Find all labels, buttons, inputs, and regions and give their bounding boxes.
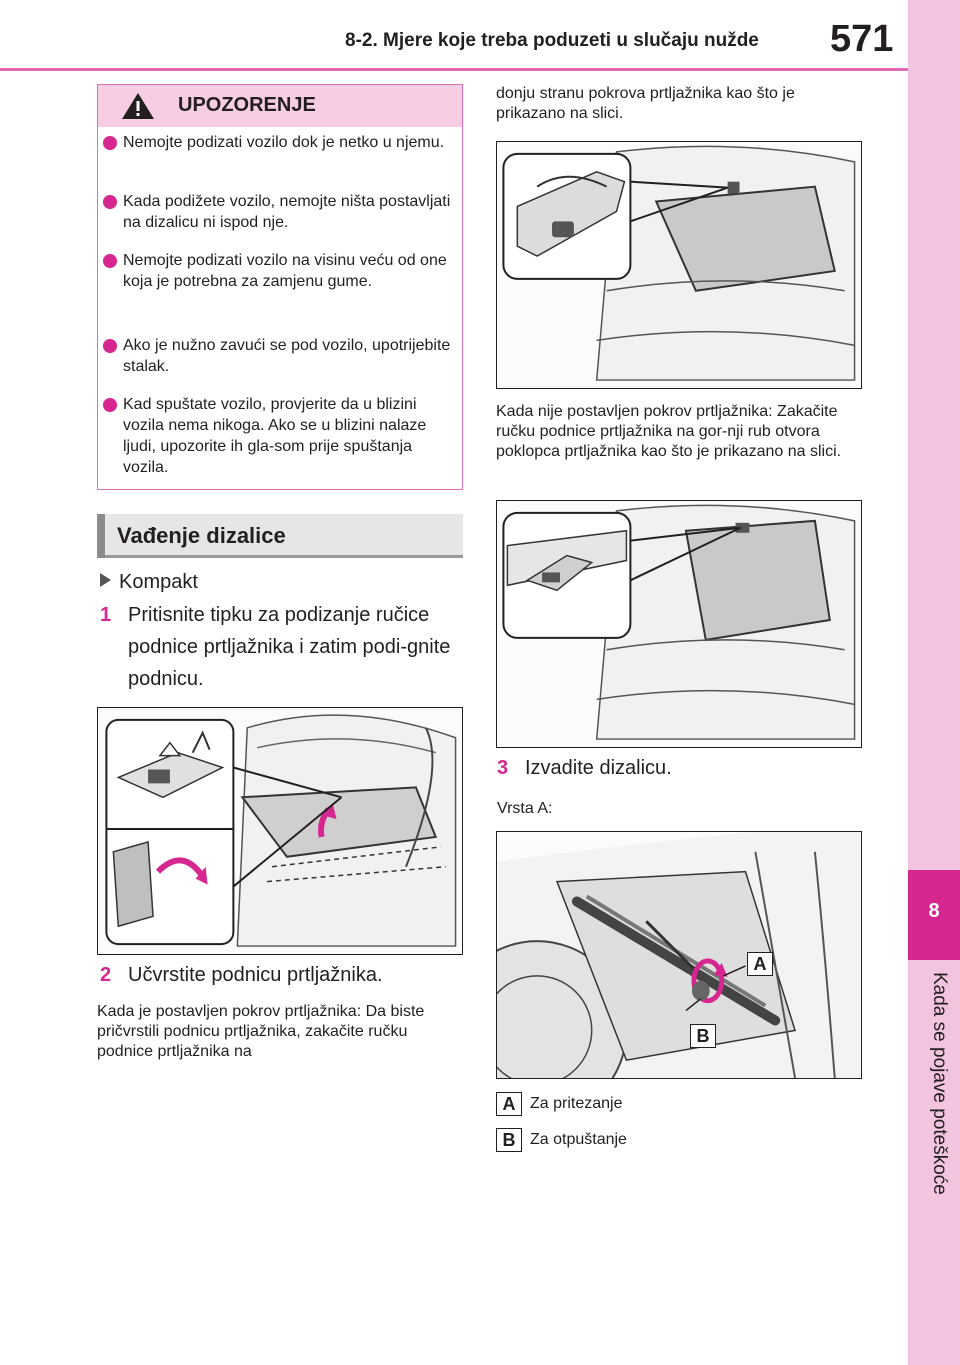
hook-opening-illustration <box>497 501 861 747</box>
step-number: 1 <box>100 604 112 626</box>
section-heading-text: Vađenje dizalice <box>117 523 286 548</box>
figure-label-a: A <box>747 952 773 976</box>
step-number: 3 <box>497 757 509 779</box>
legend-key: B <box>496 1128 522 1152</box>
type-a-label: Vrsta A: <box>497 800 553 817</box>
legend-text: Za pritezanje <box>530 1095 623 1112</box>
bullet-icon <box>103 195 117 209</box>
page-number: 571 <box>830 18 894 60</box>
warning-title: UPOZORENJE <box>178 94 316 116</box>
warning-header <box>98 85 462 127</box>
warning-item: Nemojte podizati vozilo dok je netko u njemu. <box>123 132 453 153</box>
step-text: Učvrstite podnicu prtljažnika. <box>128 964 383 986</box>
figure-hook-cover <box>496 141 862 389</box>
warning-item: Kada podižete vozilo, nemojte ništa postavljati na dizalicu ni ispod nje. <box>123 191 453 233</box>
note-with-cover-cont: donju stranu pokrova prtljažnika kao što je prikazano na slici. <box>496 85 795 122</box>
chapter-number: 8 <box>928 900 940 922</box>
step-2 <box>100 959 465 991</box>
step-text: Pritisnite tipku za podizanje ručice podnice prtljažnika i zatim podi-gnite podnicu. <box>128 604 451 690</box>
step-text: Izvadite dizalicu. <box>525 757 672 779</box>
step-number: 2 <box>100 964 112 986</box>
bullet-icon <box>103 339 117 353</box>
figure-label-b: B <box>690 1024 716 1048</box>
warning-box <box>97 84 463 490</box>
note-with-cover: Kada je postavljen pokrov prtljažnika: Da biste pričvrstili podnicu prtljažnika, zakačite ručku podnice prtljažnika na <box>97 1003 425 1060</box>
section-title: 8-2. Mjere koje treba poduzeti u slučaju nužde <box>345 30 759 51</box>
section-heading-bar <box>97 514 105 558</box>
note-without-cover: Kada nije postavljen pokrov prtljažnika: Zakačite ručku podnice prtljažnika na gor-nji rub otvora poklopca prtljažnika kao što je prikazano na slici. <box>496 403 842 460</box>
warning-item: Kad spuštate vozilo, provjerite da u blizini vozila nema nikoga. Ako se u blizini nalaze ljudi, upozorite ih gla-som prije spuštanja vozila. <box>123 394 453 478</box>
bullet-icon <box>103 136 117 150</box>
bullet-icon <box>103 254 117 268</box>
trunk-floor-illustration <box>98 708 462 954</box>
header-rule <box>0 68 908 71</box>
hook-cover-illustration <box>497 142 861 388</box>
legend-text: Za otpuštanje <box>530 1131 627 1148</box>
section-heading <box>97 514 463 558</box>
warning-icon <box>120 91 156 121</box>
step-1 <box>100 599 465 695</box>
triangle-right-icon <box>100 573 111 587</box>
figure-jack <box>496 831 862 1079</box>
legend-key: A <box>496 1092 522 1116</box>
warning-item: Nemojte podizati vozilo na visinu veću od one koja je potrebna za zamjenu gume. <box>123 250 453 292</box>
figure-floor-lift <box>97 707 463 955</box>
warning-item: Ako je nužno zavući se pod vozilo, upotrijebite stalak. <box>123 335 453 377</box>
jack-illustration <box>497 832 861 1078</box>
figure-hook-opening <box>496 500 862 748</box>
bullet-icon <box>103 398 117 412</box>
chapter-title: Kada se pojave poteškoće <box>929 972 950 1195</box>
variant-label: Kompakt <box>100 566 198 598</box>
step-3 <box>497 752 862 784</box>
